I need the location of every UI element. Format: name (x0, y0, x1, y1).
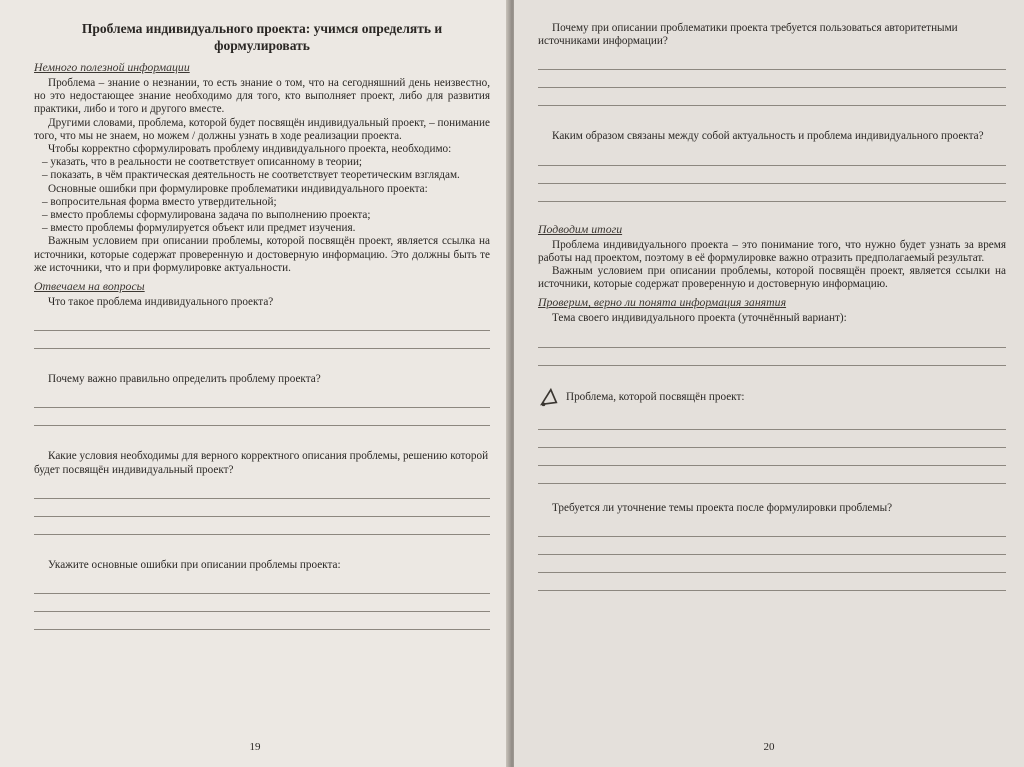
task-text: Тема своего индивидуального проекта (уточнённый вариант): (552, 312, 847, 325)
page-number: 19 (249, 741, 261, 753)
answer-line[interactable] (538, 70, 1006, 88)
answer-line[interactable] (34, 313, 490, 331)
question-text: Что такое проблема индивидуального проекта? (48, 296, 274, 309)
right-page (514, 0, 1024, 767)
paragraph: Проблема индивидуального проекта – это понимание того, что нужно будет узнать за время работы над проектом, поэтому в её формулировке важно отразить предполагаемый результат. (538, 238, 1006, 264)
answer-line[interactable] (538, 573, 1006, 591)
paragraph: Другими словами, проблема, которой будет посвящён индивидуальный проект, – понимание того, что мы не знаем, но можем / должны узнать в ходе реализации проекта. (34, 116, 490, 142)
answer-line[interactable] (538, 184, 1006, 202)
answer-line[interactable] (34, 390, 490, 408)
bell-icon (538, 386, 560, 408)
list-item: – вопросительная форма вместо утвердительной; (42, 195, 277, 208)
section-heading-summary: Подводим итоги (538, 221, 623, 236)
task-problem-row (538, 386, 1006, 408)
question-text: Почему важно правильно определить проблему проекта? (48, 373, 321, 386)
paragraph: Проблема – знание о незнании, то есть знание о том, что на сегодняшний день неизвестно, но это недостающее знание необходимо для того, кто выполняет проект, либо для развития практики, либо и того и другого вместе. (34, 77, 490, 116)
answer-line[interactable] (34, 594, 490, 612)
answer-lines[interactable] (34, 481, 490, 535)
paragraph: Важным условием при описании проблемы, которой посвящён проект, является ссылки на источники, которые содержат проверенную и достоверную информацию. (538, 265, 1006, 291)
page-title: Проблема индивидуального проекта: учимся определять и формулировать (81, 21, 443, 53)
answer-line[interactable] (538, 166, 1006, 184)
answer-lines[interactable] (34, 390, 490, 426)
answer-line[interactable] (538, 348, 1006, 366)
answer-line[interactable] (538, 519, 1006, 537)
answer-line[interactable] (538, 430, 1006, 448)
left-page (0, 0, 510, 767)
answer-line[interactable] (538, 148, 1006, 166)
question-text: Укажите основные ошибки при описании проблемы проекта: (48, 558, 341, 571)
section-heading-check: Проверим, верно ли понята информация занятия (538, 295, 787, 310)
question-text: Каким образом связаны между собой актуальность и проблема индивидуального проекта? (552, 130, 984, 143)
answer-line[interactable] (538, 330, 1006, 348)
answer-lines[interactable] (538, 148, 1006, 202)
answer-lines[interactable] (538, 52, 1006, 106)
task-text: Проблема, которой посвящён проект: (566, 391, 745, 404)
answer-line[interactable] (34, 408, 490, 426)
answer-line[interactable] (538, 412, 1006, 430)
answer-line[interactable] (538, 555, 1006, 573)
section-heading-info: Немного полезной информации (34, 60, 190, 74)
list-item: – вместо проблемы сформулирована задача по выполнению проекта; (42, 209, 371, 222)
list-item: – указать, что в реальности не соответствует описанному в теории; (42, 156, 363, 169)
answer-line[interactable] (34, 331, 490, 349)
answer-line[interactable] (538, 466, 1006, 484)
section-heading-questions: Отвечаем на вопросы (34, 279, 145, 294)
answer-line[interactable] (538, 537, 1006, 555)
answer-lines[interactable] (34, 313, 490, 349)
answer-line[interactable] (538, 448, 1006, 466)
question-text: Почему при описании проблематики проекта требуется пользоваться авторитетными источниками информации? (538, 22, 958, 48)
answer-lines[interactable] (538, 519, 1006, 591)
list-item: – вместо проблемы формулируется объект или предмет изучения. (42, 222, 356, 235)
answer-lines[interactable] (34, 576, 490, 630)
answer-line[interactable] (34, 481, 490, 499)
answer-line[interactable] (34, 576, 490, 594)
answer-line[interactable] (34, 499, 490, 517)
answer-line[interactable] (538, 52, 1006, 70)
answer-lines[interactable] (538, 330, 1006, 366)
paragraph: Чтобы корректно сформулировать проблему индивидуального проекта, необходимо: (48, 143, 452, 156)
answer-lines[interactable] (538, 412, 1006, 484)
page-number: 20 (763, 741, 775, 753)
paragraph: Важным условием при описании проблемы, которой посвящён проект, является ссылка на источники, которые содержат проверенную и достоверную информацию. Это должны быть те же источники, что и при формулировке актуальности. (34, 235, 490, 274)
question-text: Какие условия необходимы для верного корректного описания проблемы, решению которой будет посвящён индивидуальный проект? (34, 450, 489, 476)
task-text: Требуется ли уточнение темы проекта после формулировки проблемы? (552, 501, 893, 514)
answer-line[interactable] (538, 88, 1006, 106)
list-item: – показать, в чём практическая деятельность не соответствует теоретическим взглядам. (42, 169, 460, 182)
answer-line[interactable] (34, 517, 490, 535)
paragraph: Основные ошибки при формулировке проблематики индивидуального проекта: (48, 182, 428, 195)
answer-line[interactable] (34, 612, 490, 630)
